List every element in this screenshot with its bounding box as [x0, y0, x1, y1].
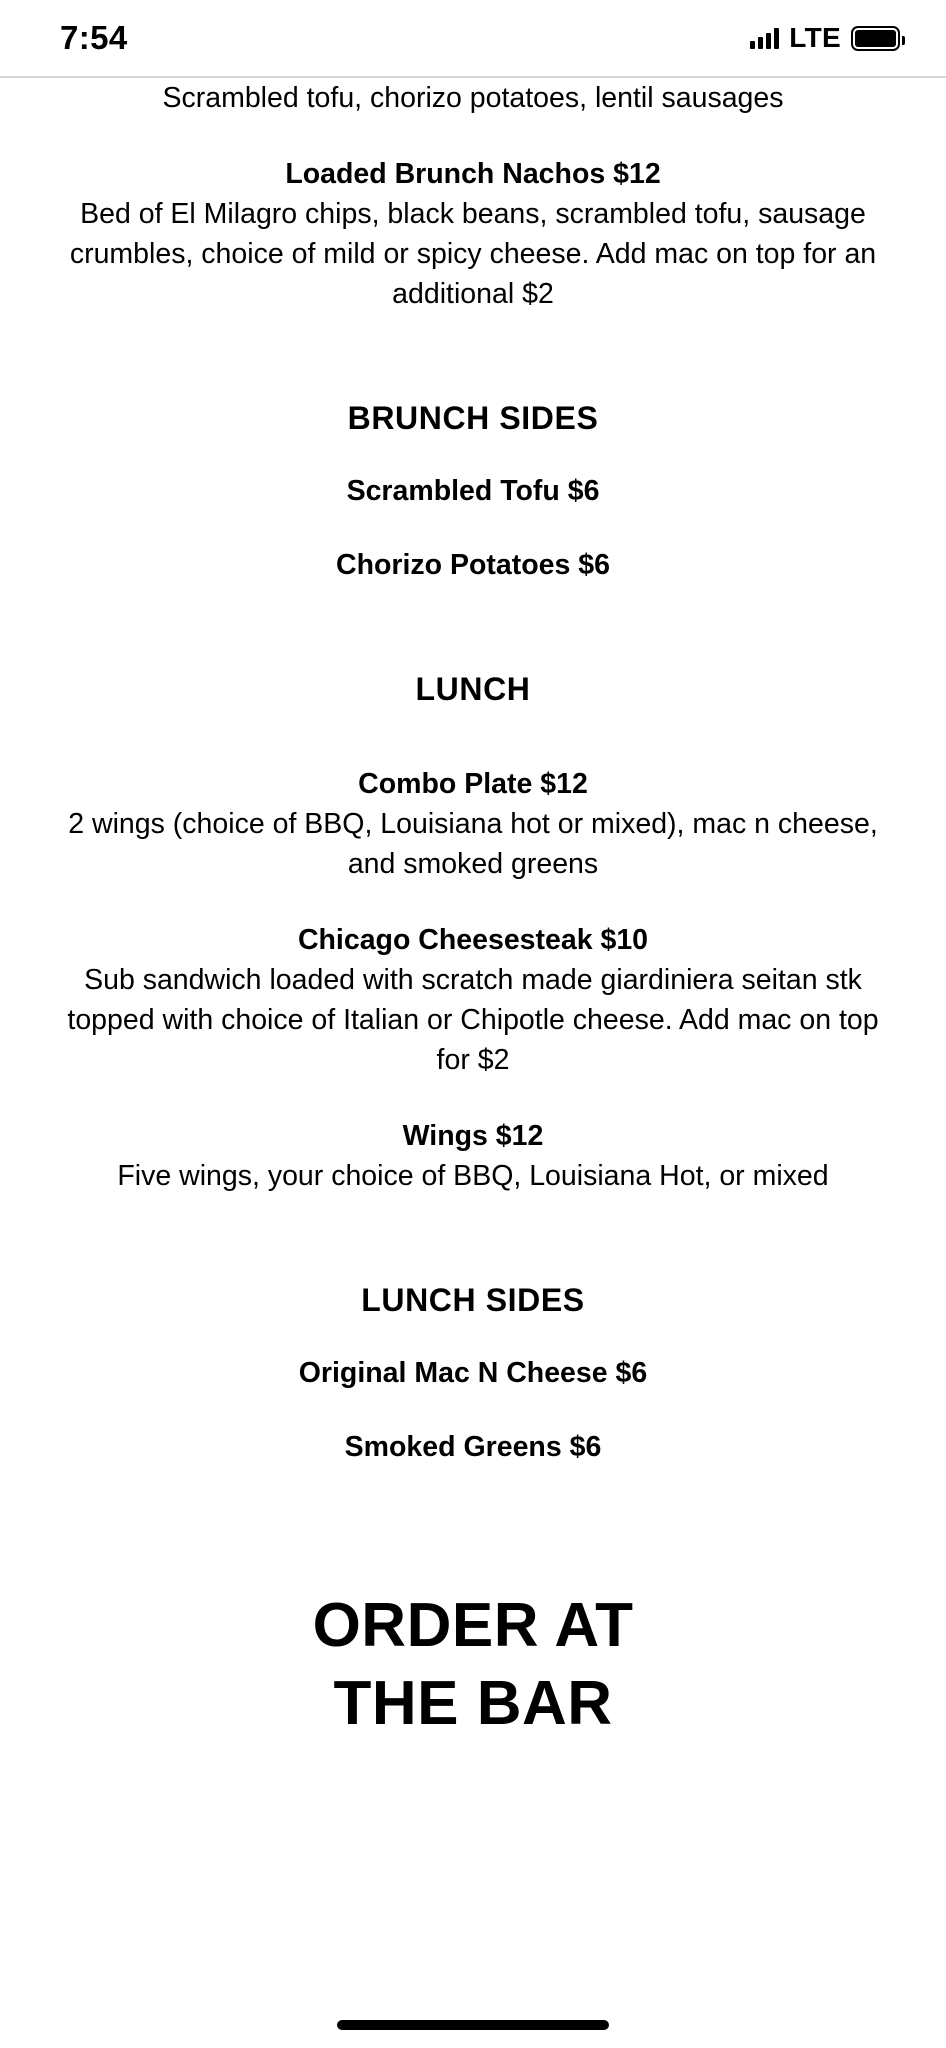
menu-item-name: Original Mac N Cheese $6	[298, 1357, 648, 1389]
partial-item-description: Scrambled tofu, chorizo potatoes, lentil sausages	[162, 82, 784, 114]
menu-item-description: 2 wings (choice of BBQ, Louisiana hot or mixed), mac n cheese, and smoked greens	[68, 808, 878, 880]
home-indicator[interactable]	[337, 2020, 609, 2030]
menu-item-name: Chicago Cheesesteak $10	[297, 924, 649, 956]
section-heading-brunch-sides: BRUNCH SIDES	[347, 400, 599, 436]
order-at-the-bar-banner	[40, 1587, 906, 1743]
battery-full-icon	[851, 26, 900, 51]
status-bar	[0, 0, 946, 76]
menu-item-name: Combo Plate $12	[358, 768, 588, 800]
menu-item-name: Scrambled Tofu $6	[346, 475, 600, 507]
section-heading-lunch-sides: LUNCH SIDES	[361, 1282, 585, 1318]
menu-item	[40, 764, 906, 884]
menu-content	[0, 78, 946, 1743]
signal-bars-icon	[750, 27, 779, 49]
status-bar-indicators	[750, 22, 900, 54]
status-bar-time: 7:54	[60, 19, 128, 56]
menu-item	[40, 920, 906, 1080]
menu-item-description: Bed of El Milagro chips, black beans, scrambled tofu, sausage crumbles, choice of mild or spicy cheese. Add mac on top for an additional $2	[69, 198, 877, 310]
menu-item	[40, 154, 906, 314]
home-indicator-area	[0, 2020, 946, 2030]
menu-item-name: Smoked Greens $6	[344, 1431, 602, 1463]
network-type-label: LTE	[789, 22, 841, 53]
menu-item-name: Chorizo Potatoes $6	[336, 549, 610, 581]
section-heading-lunch: LUNCH	[415, 671, 531, 707]
menu-item-name: Loaded Brunch Nachos $12	[285, 158, 661, 190]
menu-item	[40, 1116, 906, 1196]
menu-item-description: Five wings, your choice of BBQ, Louisiana Hot, or mixed	[117, 1160, 829, 1192]
menu-item-name: Wings $12	[402, 1120, 544, 1152]
menu-item-description: Sub sandwich loaded with scratch made giardiniera seitan stk topped with choice of Italian or Chipotle cheese. Add mac on top for $2	[67, 964, 879, 1076]
order-banner-line-2: THE BAR	[333, 1669, 613, 1738]
order-banner-line-1: ORDER AT	[312, 1591, 634, 1660]
